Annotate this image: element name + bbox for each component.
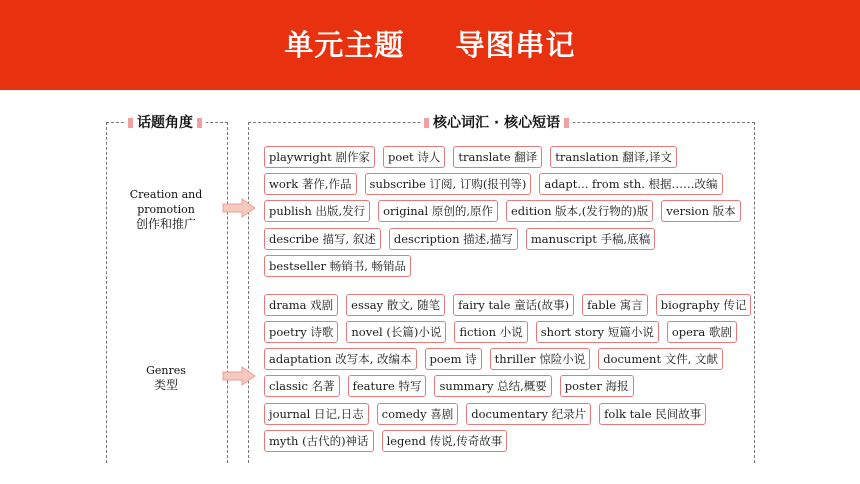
vocab-row xyxy=(264,403,714,425)
topic-en: Creation and promotion xyxy=(129,188,203,216)
vocab-chip: fiction 小说 xyxy=(454,321,527,343)
vocab-chip: document 文件, 文献 xyxy=(598,348,723,370)
vocab-row xyxy=(264,146,685,168)
vocab-chip: drama 戏剧 xyxy=(264,294,338,316)
vocab-row xyxy=(264,294,759,316)
topic-creation xyxy=(100,187,232,232)
vocab-chip: novel (长篇)小说 xyxy=(346,321,446,343)
vocab-chip: fairy tale 童话(故事) xyxy=(453,294,574,316)
title-left: 单元主题 xyxy=(284,28,405,62)
vocab-row xyxy=(264,430,515,452)
vocab-chip: myth (古代的)神话 xyxy=(264,430,374,452)
vocab-chip: translation 翻译,译文 xyxy=(550,146,677,168)
vocab-chip: short story 短篇小说 xyxy=(536,321,659,343)
vocab-chip: description 描述,描写 xyxy=(389,228,518,250)
vocab-chip: publish 出版,发行 xyxy=(264,200,370,222)
topic-genres xyxy=(100,363,232,393)
vocab-chip: manuscript 手稿,底稿 xyxy=(526,228,655,250)
vocab-chip: edition 版本,(发行物的)版 xyxy=(506,200,653,222)
vocab-chip: adapt... from sth. 根据……改编 xyxy=(539,173,722,195)
vocab-chip: folk tale 民间故事 xyxy=(599,403,706,425)
vocab-chip: describe 描写, 叙述 xyxy=(264,228,381,250)
arrow-right-icon xyxy=(222,366,256,386)
vocab-chip: journal 日记,日志 xyxy=(264,403,369,425)
vocab-chip: adaptation 改写本, 改编本 xyxy=(264,348,417,370)
page-title xyxy=(0,0,860,90)
vocab-row xyxy=(264,321,745,343)
vocab-chip: legend 传说,传奇故事 xyxy=(382,430,508,452)
vocab-chip: fable 寓言 xyxy=(582,294,648,316)
title-right: 导图串记 xyxy=(455,28,576,62)
vocab-chip: poem 诗 xyxy=(425,348,482,370)
topic-panel-heading: 话题角度 xyxy=(124,114,206,132)
vocab-chip: subscribe 订阅, 订购(报刊等) xyxy=(365,173,532,195)
vocab-row xyxy=(264,255,419,277)
vocab-row xyxy=(264,348,731,370)
vocab-chip: work 著作,作品 xyxy=(264,173,357,195)
vocab-row xyxy=(264,228,663,250)
vocab-chip: feature 特写 xyxy=(348,375,427,397)
vocab-chip: poet 诗人 xyxy=(383,146,445,168)
vocab-chip: documentary 纪录片 xyxy=(466,403,591,425)
vocab-chip: classic 名著 xyxy=(264,375,340,397)
arrow-right-icon xyxy=(222,198,256,218)
topic-panel xyxy=(106,122,228,463)
vocab-chip: opera 歌剧 xyxy=(667,321,737,343)
vocab-row xyxy=(264,200,749,222)
vocab-chip: poetry 诗歌 xyxy=(264,321,338,343)
topic-zh: 类型 xyxy=(153,378,178,392)
vocab-chip: summary 总结,概要 xyxy=(434,375,551,397)
vocab-chip: translate 翻译 xyxy=(453,146,542,168)
vocab-chip: biography 传记 xyxy=(656,294,752,316)
vocab-chip: poster 海报 xyxy=(560,375,634,397)
vocab-chip: original 原创的,原作 xyxy=(378,200,498,222)
vocab-chip: essay 散文, 随笔 xyxy=(346,294,445,316)
vocabulary-panel-heading: 核心词汇 · 核心短语 xyxy=(420,114,573,132)
vocab-chip: bestseller 畅销书, 畅销品 xyxy=(264,255,411,277)
vocab-chip: version 版本 xyxy=(661,200,740,222)
vocab-row xyxy=(264,173,731,195)
vocab-chip: thriller 惊险小说 xyxy=(490,348,591,370)
vocab-chip: comedy 喜剧 xyxy=(377,403,459,425)
vocab-row xyxy=(264,375,642,397)
vocab-chip: playwright 剧作家 xyxy=(264,146,375,168)
topic-zh: 创作和推广 xyxy=(135,217,196,231)
topic-en: Genres xyxy=(146,364,186,377)
